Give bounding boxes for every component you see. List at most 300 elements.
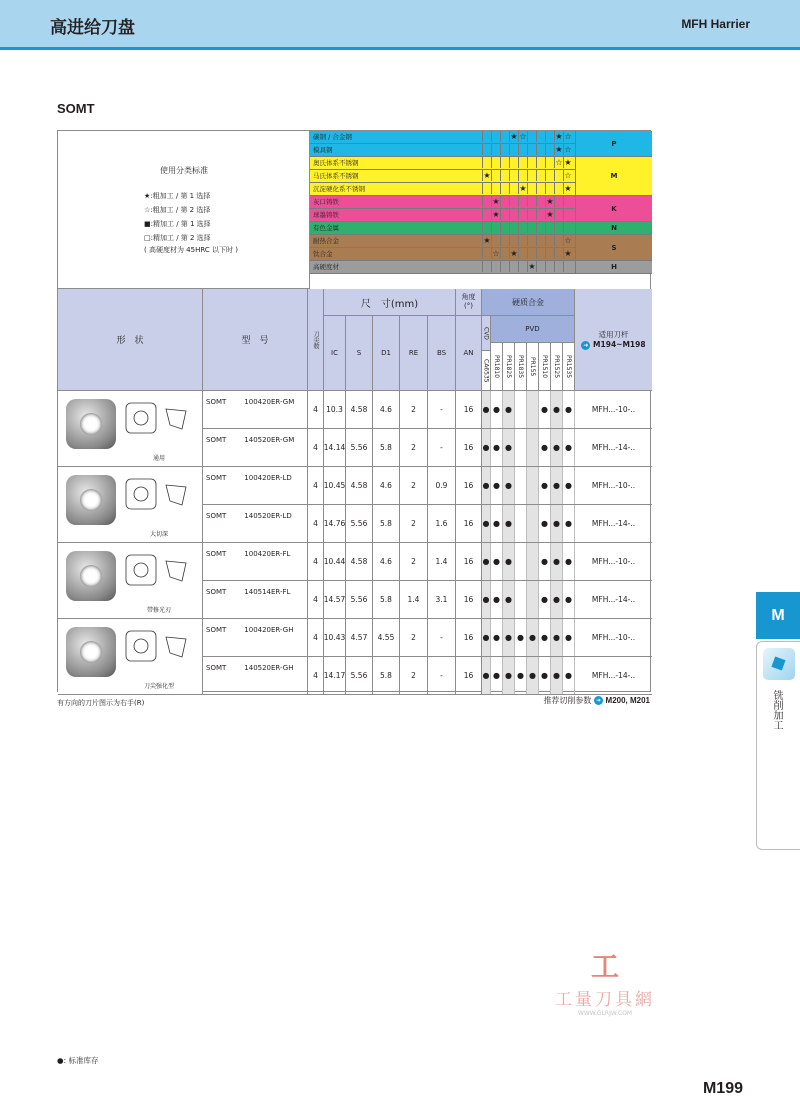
suitability-mark <box>545 235 554 246</box>
grade-name: PR1510 <box>541 354 548 379</box>
suitability-mark <box>491 144 500 155</box>
suitability-mark <box>491 235 500 246</box>
stock-dot: ● <box>563 543 575 580</box>
stock-dot: ● <box>539 581 551 618</box>
stock-dot: ● <box>491 429 503 466</box>
stock-dot: ● <box>551 467 563 504</box>
grade-name: PR1825 <box>505 354 512 379</box>
watermark-logo: 工 <box>590 950 619 983</box>
insert-drawing <box>124 399 194 441</box>
holder-cell: MFH...-14-.. <box>591 595 636 604</box>
suitability-mark <box>518 261 527 272</box>
suitability-mark <box>527 235 536 246</box>
stock-dot: ● <box>503 391 515 428</box>
suitability-mark <box>518 235 527 246</box>
cell-bs: - <box>428 391 456 428</box>
iso-group-s: S <box>575 235 652 261</box>
suitability-mark <box>509 196 518 207</box>
suitability-mark <box>527 183 536 194</box>
suitability-mark <box>527 248 536 259</box>
insert-type-label: 刀尖强化型 <box>143 683 174 690</box>
suitability-mark <box>563 261 572 272</box>
arrow-right-icon: ➜ <box>583 341 589 349</box>
model-number[interactable] <box>203 543 308 580</box>
material-name: 灰口铸铁 <box>313 198 339 206</box>
cell-re: 1.4 <box>400 581 428 618</box>
suitability-mark <box>527 222 536 233</box>
grade-header <box>551 343 563 391</box>
suitability-mark <box>545 222 554 233</box>
grade-header <box>491 343 503 391</box>
watermark-url: WWW.GLRJW.COM <box>577 1010 633 1017</box>
suitability-mark <box>545 144 554 155</box>
suitability-mark: ★ <box>546 210 554 219</box>
suitability-mark <box>554 248 563 259</box>
insert-drawing <box>124 551 194 593</box>
model-number[interactable] <box>203 657 308 694</box>
insert-type-label: 带修光刃 <box>146 607 171 614</box>
model-number[interactable] <box>203 429 308 466</box>
suitability-mark <box>491 170 500 181</box>
suitability-mark <box>491 261 500 272</box>
suitability-mark <box>509 209 518 220</box>
cell-ic: 10.45 <box>324 467 346 504</box>
iso-group-h: H <box>575 261 652 274</box>
suitability-mark <box>491 157 500 168</box>
model-code: 100420ER-GM <box>244 398 295 406</box>
suitability-mark: ☆ <box>564 171 572 180</box>
cell-d1: 5.8 <box>373 505 400 542</box>
stock-dot: ● <box>551 657 563 694</box>
suitability-mark <box>554 183 563 194</box>
material-name: 模具钢 <box>313 146 333 154</box>
table-row <box>203 505 652 543</box>
stock-dot: ● <box>551 543 563 580</box>
suitability-mark <box>509 222 518 233</box>
cell-s: 4.58 <box>346 543 373 580</box>
legend-item: □:精加工 / 第 2 选择 <box>144 234 211 242</box>
stock-dot: ● <box>491 657 503 694</box>
cell-an: 16 <box>456 391 482 428</box>
suitability-mark <box>482 196 491 207</box>
cell-an: 16 <box>456 619 482 656</box>
suitability-mark <box>509 261 518 272</box>
suitability-mark <box>518 170 527 181</box>
stock-dot: ● <box>563 391 575 428</box>
suitability-mark <box>500 183 509 194</box>
page-number: M199 <box>702 1080 743 1097</box>
cell-bs: 1.4 <box>428 543 456 580</box>
cell-an: 16 <box>456 543 482 580</box>
stock-dot <box>527 543 539 580</box>
insert-drawing <box>124 475 194 517</box>
model-code: 100420ER-FL <box>244 550 291 558</box>
suitability-mark <box>509 183 518 194</box>
cell-ic: 14.17 <box>324 657 346 694</box>
suitability-mark <box>545 248 554 259</box>
cell-s: 5.56 <box>346 657 373 694</box>
suitability-mark <box>491 183 500 194</box>
suitability-mark <box>491 222 500 233</box>
stock-dot: ● <box>527 657 539 694</box>
cell-ic: 10.44 <box>324 543 346 580</box>
cell-ic: 14.57 <box>324 581 346 618</box>
cell-edges: 4 <box>308 391 324 428</box>
stock-dot: ● <box>563 581 575 618</box>
cell-d1: 5.8 <box>373 429 400 466</box>
cell-an: 16 <box>456 581 482 618</box>
stock-dot: ● <box>539 619 551 656</box>
suitability-mark <box>500 170 509 181</box>
suitability-mark <box>527 144 536 155</box>
suitability-mark: ★ <box>564 249 572 258</box>
iso-group-p: P <box>575 131 652 157</box>
cell-edges: 4 <box>308 505 324 542</box>
suitability-mark: ★ <box>546 197 554 206</box>
stock-dot: ● <box>503 467 515 504</box>
holder-cell: MFH...-10-.. <box>591 633 636 642</box>
suitability-mark <box>500 261 509 272</box>
stock-dot: ● <box>539 505 551 542</box>
suitability-mark <box>518 209 527 220</box>
material-name: 球墨铸铁 <box>313 211 339 219</box>
stock-dot: ● <box>563 505 575 542</box>
stock-dot <box>527 467 539 504</box>
suitability-mark: ★ <box>492 197 500 206</box>
stock-dot: ● <box>491 505 503 542</box>
material-name: 高硬度材 <box>313 263 339 271</box>
insert-shape-cell <box>58 619 203 695</box>
header-s: S <box>346 316 373 391</box>
insert-shape-cell <box>58 391 203 467</box>
cell-re: 2 <box>400 657 428 694</box>
iso-group-n: N <box>575 222 652 235</box>
stock-dot: ● <box>503 429 515 466</box>
suitability-mark: ☆ <box>492 249 500 258</box>
insert-type-label: 大切深 <box>149 531 168 538</box>
grade-name: CA6535 <box>482 358 490 383</box>
stock-dot: ● <box>482 581 491 618</box>
suitability-mark <box>482 209 491 220</box>
model-number[interactable] <box>203 581 308 618</box>
material-name: 耐热合金 <box>313 237 339 245</box>
stock-dot: ● <box>491 581 503 618</box>
stock-dot: ● <box>482 505 491 542</box>
stock-dot: ● <box>539 657 551 694</box>
stock-note: ●: 标准库存 <box>57 1056 99 1065</box>
stock-dot <box>527 429 539 466</box>
header-an: AN <box>456 316 482 391</box>
suitability-mark <box>536 261 545 272</box>
suitability-mark <box>482 222 491 233</box>
stock-dot: ● <box>482 543 491 580</box>
header-re: RE <box>400 316 428 391</box>
grade-name: PR1535 <box>565 354 572 379</box>
cell-bs: 1.6 <box>428 505 456 542</box>
cell-re: 2 <box>400 619 428 656</box>
iso-group-m: M <box>575 157 652 196</box>
suitability-mark: ★ <box>510 132 518 141</box>
suitability-mark <box>527 157 536 168</box>
suitability-mark <box>536 196 545 207</box>
stock-dot: ● <box>503 657 515 694</box>
grade-name: PR1525 <box>553 354 560 379</box>
suitability-mark <box>482 183 491 194</box>
cell-ic: 14.14 <box>324 429 346 466</box>
cell-s: 5.56 <box>346 505 373 542</box>
insert-drawing <box>124 627 194 669</box>
suitability-mark <box>500 144 509 155</box>
stock-dot: ● <box>539 391 551 428</box>
insert-photo <box>66 399 116 449</box>
page-header <box>0 0 800 50</box>
material-name: 马氏体系不锈钢 <box>313 172 359 180</box>
suitability-mark <box>509 144 518 155</box>
suitability-mark: ☆ <box>564 236 572 245</box>
suitability-mark <box>509 157 518 168</box>
suitability-mark <box>527 170 536 181</box>
suitability-mark: ★ <box>528 262 536 271</box>
model-code: 140520ER-LD <box>244 512 292 520</box>
stock-dot: ● <box>563 619 575 656</box>
suitability-mark <box>536 131 545 142</box>
section-title: SOMT <box>57 101 95 116</box>
model-code: 140520ER-GH <box>244 664 294 672</box>
arrow-right-icon: ➜ <box>595 697 601 704</box>
legend-item: ★:粗加工 / 第 1 选择 <box>144 192 211 200</box>
model-prefix: SOMT <box>206 436 227 444</box>
stock-dot: ● <box>539 467 551 504</box>
suitability-mark <box>563 196 572 207</box>
header-dimensions: 尺 寸(mm) <box>324 289 456 316</box>
suitability-mark <box>536 170 545 181</box>
cell-s: 4.58 <box>346 467 373 504</box>
footnote: 有方向的刀片图示为右手(R) <box>57 699 145 707</box>
stock-dot: ● <box>491 543 503 580</box>
suitability-mark <box>536 235 545 246</box>
material-name: 奥氏体系不锈钢 <box>313 159 359 167</box>
page-title: 高进给刀盘 <box>50 18 135 38</box>
suitability-mark <box>482 131 491 142</box>
header-edges: 刀尖数 <box>308 289 324 391</box>
stock-dot <box>515 467 527 504</box>
legend-item: ☆:粗加工 / 第 2 选择 <box>144 206 211 214</box>
suitability-mark <box>563 209 572 220</box>
model-prefix: SOMT <box>206 512 227 520</box>
model-number[interactable] <box>203 505 308 542</box>
table-row <box>203 467 652 505</box>
cell-re: 2 <box>400 391 428 428</box>
material-name: 有色金属 <box>313 224 339 232</box>
grade-name: PR155 <box>529 356 536 377</box>
stock-dot: ● <box>563 429 575 466</box>
chapter-tab[interactable]: M <box>756 592 800 639</box>
cell-an: 16 <box>456 467 482 504</box>
legend-note: ( 高硬度材为 45HRC 以下时 ) <box>144 246 238 254</box>
insert-photo <box>66 551 116 601</box>
stock-dot: ● <box>551 581 563 618</box>
suitability-mark <box>500 209 509 220</box>
stock-dot: ● <box>503 505 515 542</box>
legend-box <box>58 131 310 289</box>
stock-dot: ● <box>482 391 491 428</box>
suitability-mark: ☆ <box>555 158 563 167</box>
grade-name: PR1835 <box>517 354 524 379</box>
legend-title: 使用分类标准 <box>160 166 208 175</box>
stock-dot: ● <box>563 467 575 504</box>
grade-header <box>563 343 575 391</box>
iso-group-k: K <box>575 196 652 222</box>
header-holder <box>575 289 652 391</box>
stock-dot: ● <box>515 657 527 694</box>
model-number[interactable] <box>203 391 308 428</box>
suitability-mark: ★ <box>483 236 491 245</box>
table-row <box>203 581 652 619</box>
stock-dot: ● <box>491 391 503 428</box>
model-code: 100420ER-LD <box>244 474 292 482</box>
cell-bs: - <box>428 657 456 694</box>
stock-dot: ● <box>491 467 503 504</box>
insert-type-label: 通用 <box>152 455 165 462</box>
suitability-mark: ★ <box>483 171 491 180</box>
stock-dot <box>515 505 527 542</box>
suitability-mark <box>518 144 527 155</box>
suitability-mark <box>482 144 491 155</box>
suitability-mark: ☆ <box>564 145 572 154</box>
stock-dot: ● <box>482 657 491 694</box>
model-number[interactable] <box>203 619 308 656</box>
stock-dot: ● <box>503 619 515 656</box>
model-number[interactable] <box>203 467 308 504</box>
stock-dot <box>527 391 539 428</box>
grade-header <box>515 343 527 391</box>
material-name: 钛合金 <box>313 250 333 258</box>
grade-header <box>539 343 551 391</box>
suitability-mark <box>518 222 527 233</box>
cell-edges: 4 <box>308 467 324 504</box>
suitability-mark: ★ <box>555 132 563 141</box>
insert-shape-cell <box>58 543 203 619</box>
suitability-mark <box>536 248 545 259</box>
material-name: 碳钢 / 合金钢 <box>313 133 352 141</box>
suitability-mark <box>500 235 509 246</box>
suitability-mark <box>536 144 545 155</box>
suitability-mark <box>545 183 554 194</box>
suitability-mark <box>545 157 554 168</box>
suitability-mark <box>482 248 491 259</box>
model-prefix: SOMT <box>206 626 227 634</box>
suitability-mark <box>527 209 536 220</box>
stock-dot <box>515 543 527 580</box>
cell-an: 16 <box>456 505 482 542</box>
cell-d1: 5.8 <box>373 581 400 618</box>
stock-dot <box>527 505 539 542</box>
suitability-mark <box>554 196 563 207</box>
stock-dot: ● <box>563 657 575 694</box>
milling-icon <box>763 648 795 680</box>
holder-cell: MFH...-10-.. <box>591 481 636 490</box>
suitability-mark: ★ <box>519 184 527 193</box>
header-model: 型 号 <box>203 289 308 391</box>
chapter-side-tab[interactable] <box>756 641 800 850</box>
model-prefix: SOMT <box>206 550 227 558</box>
cell-re: 2 <box>400 543 428 580</box>
cell-re: 2 <box>400 505 428 542</box>
suitability-mark: ★ <box>492 210 500 219</box>
holder-label: 适用刀杆 <box>598 330 629 340</box>
suitability-mark <box>500 222 509 233</box>
suitability-mark <box>482 157 491 168</box>
holder-cell: MFH...-14-.. <box>591 671 636 680</box>
suitability-mark <box>536 183 545 194</box>
stock-dot: ● <box>503 581 515 618</box>
header-ic: IC <box>324 316 346 391</box>
model-code: 100420ER-GH <box>244 626 294 634</box>
table-row <box>203 619 652 657</box>
cell-bs: - <box>428 429 456 466</box>
stock-dot: ● <box>551 391 563 428</box>
stock-dot: ● <box>527 619 539 656</box>
stock-dot: ● <box>503 543 515 580</box>
cell-d1: 4.55 <box>373 619 400 656</box>
header-carbide: 硬质合金 <box>482 289 575 316</box>
stock-dot: ● <box>482 619 491 656</box>
suitability-mark <box>527 131 536 142</box>
stock-dot: ● <box>482 467 491 504</box>
watermark <box>540 945 670 1017</box>
stock-dot <box>527 581 539 618</box>
suitability-mark <box>509 235 518 246</box>
suitability-mark: ☆ <box>564 132 572 141</box>
insert-photo <box>66 475 116 525</box>
stock-dot: ● <box>539 429 551 466</box>
suitability-mark <box>554 235 563 246</box>
cell-re: 2 <box>400 429 428 466</box>
cell-edges: 4 <box>308 543 324 580</box>
model-prefix: SOMT <box>206 588 227 596</box>
model-prefix: SOMT <box>206 398 227 406</box>
suitability-mark: ★ <box>555 145 563 154</box>
header-pvd: PVD <box>491 316 575 343</box>
header-cvd: CVD <box>482 316 491 351</box>
material-name: 沉淀硬化系不锈钢 <box>313 185 365 193</box>
table-row <box>203 391 652 429</box>
suitability-mark <box>527 196 536 207</box>
holder-reference[interactable]: ➜ M194~M198 <box>583 340 646 350</box>
suitability-mark <box>491 131 500 142</box>
suitability-mark <box>500 196 509 207</box>
suitability-mark <box>536 222 545 233</box>
suitability-mark <box>554 209 563 220</box>
model-code: 140520ER-GM <box>244 436 295 444</box>
header-d1: D1 <box>373 316 400 391</box>
cell-edges: 4 <box>308 657 324 694</box>
stock-dot: ● <box>551 429 563 466</box>
holder-cell: MFH...-14-.. <box>591 443 636 452</box>
cell-d1: 4.6 <box>373 467 400 504</box>
suitability-mark <box>563 222 572 233</box>
suitability-mark <box>554 170 563 181</box>
model-prefix: SOMT <box>206 474 227 482</box>
cell-bs: 0.9 <box>428 467 456 504</box>
table-row <box>203 543 652 581</box>
cell-s: 4.58 <box>346 391 373 428</box>
table-row <box>203 657 652 695</box>
cell-s: 4.57 <box>346 619 373 656</box>
watermark-name: 工量刀具網 <box>555 990 655 1010</box>
recommend-link[interactable]: 推荐切削参数 ➜ M200, M201 <box>543 696 650 705</box>
suitability-mark: ★ <box>510 249 518 258</box>
